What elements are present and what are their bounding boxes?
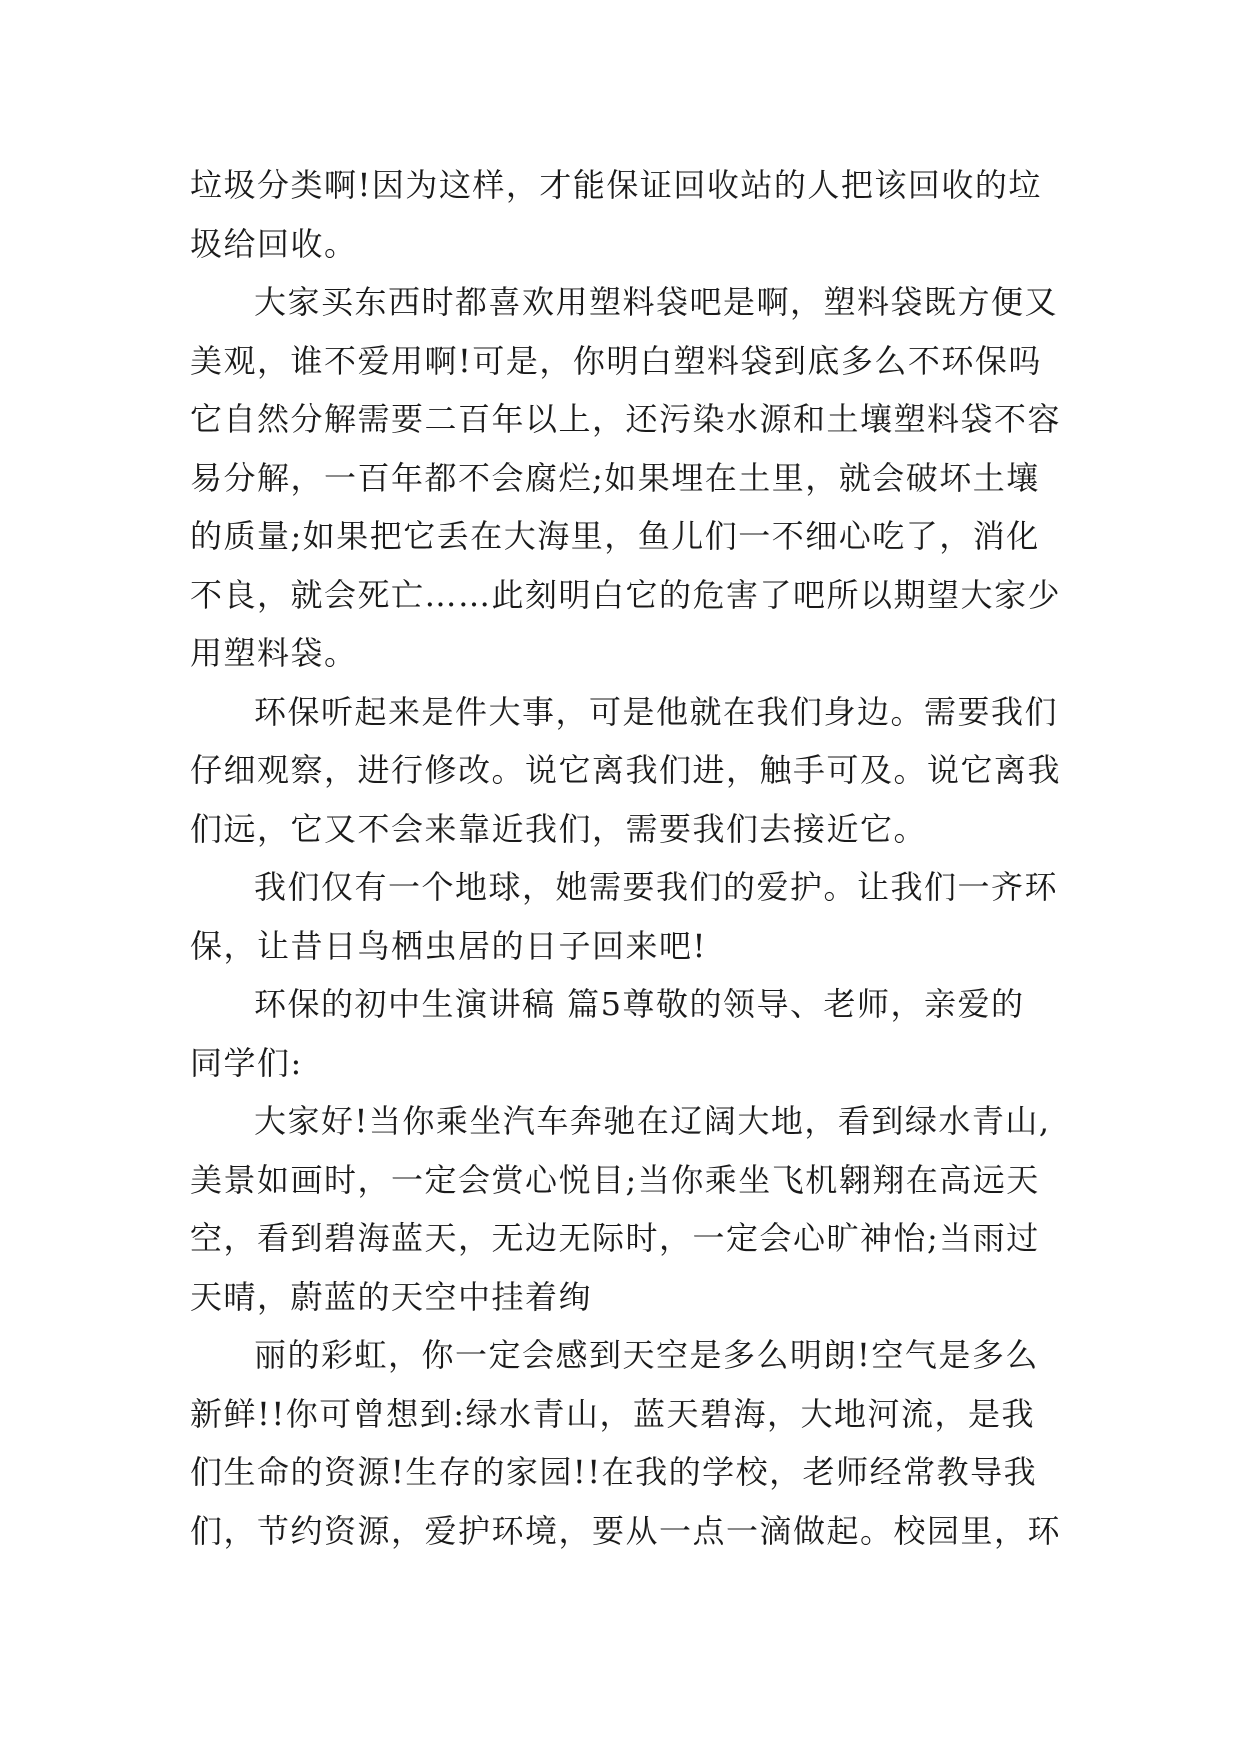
document-body [190, 156, 1070, 1560]
section-heading-line: 环保的初中生演讲稿 篇5尊敬的领导、老师，亲爱的 [254, 985, 1025, 1023]
text-line: 的质量;如果把它丢在大海里，鱼儿们一不细心吃了，消化 [190, 517, 1040, 555]
text-line: 圾给回收。 [190, 224, 358, 263]
text-line: 天晴，蔚蓝的天空中挂着绚 [190, 1277, 593, 1316]
paragraph-start-line: 环保听起来是件大事，可是他就在我们身边。需要我们 [254, 692, 1059, 731]
text-line: 易分解，一百年都不会腐烂;如果埋在土里，就会破坏土壤 [190, 458, 1040, 497]
text-line: 同学们: [190, 1043, 303, 1082]
text-line: 空，看到碧海蓝天，无边无际时，一定会心旷神怡;当雨过 [190, 1219, 1040, 1257]
paragraph-start-line: 丽的彩虹，你一定会感到天空是多么明朗!空气是多么 [254, 1336, 1039, 1374]
text-line: 美景如画时，一定会赏心悦目;当你乘坐飞机翱翔在高远天 [190, 1160, 1040, 1199]
text-line: 它自然分解需要二百年以上，还污染水源和土壤塑料袋不容 [190, 400, 1062, 438]
text-line: 美观，谁不爱用啊!可是，你明白塑料袋到底多么不环保吗 [190, 341, 1042, 380]
paragraph-start-line: 大家好!当你乘坐汽车奔驰在辽阔大地，看到绿水青山, [254, 1102, 1051, 1140]
text-line: 们远，它又不会来靠近我们，需要我们去接近它。 [190, 809, 928, 848]
text-line: 们，节约资源，爱护环境，要从一点一滴做起。校园里，环 [190, 1511, 1062, 1550]
text-line: 仔细观察，进行修改。说它离我们进，触手可及。说它离我 [190, 751, 1062, 789]
text-line: 不良，就会死亡……此刻明白它的危害了吧所以期望大家少 [190, 575, 1062, 614]
text-line: 们生命的资源!生存的家园!!在我的学校，老师经常教导我 [190, 1453, 1038, 1491]
text-line: 用塑料袋。 [190, 634, 358, 672]
paragraph-start-line: 大家买东西时都喜欢用塑料袋吧是啊，塑料袋既方便又 [254, 283, 1059, 321]
text-line: 保，让昔日鸟栖虫居的日子回来吧! [190, 926, 707, 965]
text-line: 新鲜!!你可曾想到:绿水青山，蓝天碧海，大地河流，是我 [190, 1394, 1036, 1433]
text-line: 垃圾分类啊!因为这样，才能保证回收站的人把该回收的垃 [190, 166, 1042, 204]
paragraph-start-line: 我们仅有一个地球，她需要我们的爱护。让我们一齐环 [254, 868, 1059, 906]
